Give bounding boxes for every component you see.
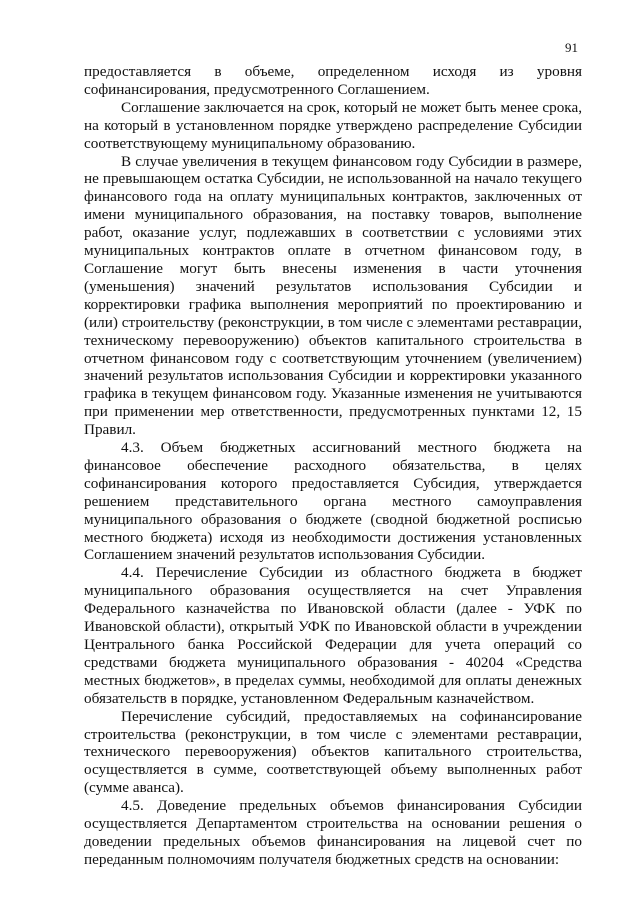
paragraph: 4.4. Перечисление Субсидии из областного бюджета в бюджет муниципального образования осуществляется на счет Управления Федерального казначейства по Ивановской области (далее - УФК по Ивановской области), открытый УФК по Ивановской области в учреждении Центрального банка Российской Федерации для учета операций со средствами бюджета муниципального образования - 40204 «Средства местных бюджетов», в пределах суммы, необходимой для оплаты денежных обязательств в порядке, установленном Федеральным казначейством. — [84, 564, 582, 707]
paragraph: 4.5. Доведение предельных объемов финансирования Субсидии осуществляется Департаментом строительства на основании решения о доведении предельных объемов финансирования на лицевой счет по переданным полномочиям получателя бюджетных средств на основании: — [84, 797, 582, 868]
page-number: 91 — [565, 40, 578, 55]
paragraph: В случае увеличения в текущем финансовом году Субсидии в размере, не превышающем остатка Субсидии, не использованной на начало текущего финансового года на оплату муниципальных контрактов, заключенных от имени муниципального образования, на поставку товаров, выполнение работ, оказание услуг, подлежавших в соответствии с условиями этих муниципальных контрактов оплате в отчетном финансовом году, в Соглашение могут быть внесены изменения в части уточнения (уменьшения) значений результатов использования Субсидии и корректировки графика выполнения мероприятий по проектированию и (или) строительству (реконструкции, в том числе с элементами реставрации, техническому перевооружению) объектов капитального строительства в отчетном финансовом году с соответствующим уточнением (увеличением) значений результатов использования Субсидии и корректировки указанного графика в текущем финансовом году. Указанные изменения не учитываются при применении мер ответственности, предусмотренных пунктами 12, 15 Правил. — [84, 152, 582, 439]
paragraph: предоставляется в объеме, определенном исходя из уровня софинансирования, предусмотренного Соглашением. — [84, 63, 582, 98]
paragraph: Перечисление субсидий, предоставляемых на софинансирование строительства (реконструкции, в том числе с элементами реставрации, технического перевооружения) объектов капитального строительства, осуществляется в сумме, соответствующей объему выполненных работ (сумме аванса). — [84, 707, 582, 797]
document-body — [84, 63, 582, 869]
paragraph: Соглашение заключается на срок, который не может быть менее срока, на который в установленном порядке утверждено распределение Субсидии соответствующему муниципальному образованию. — [84, 98, 582, 152]
paragraph: 4.3. Объем бюджетных ассигнований местного бюджета на финансовое обеспечение расходного обязательства, в целях софинансирования которого предоставляется Субсидия, утверждается решением представительного органа местного самоуправления муниципального образования о бюджете (сводной бюджетной росписью местного бюджета) исходя из необходимости достижения установленных Соглашением значений результатов использования Субсидии. — [84, 439, 582, 564]
